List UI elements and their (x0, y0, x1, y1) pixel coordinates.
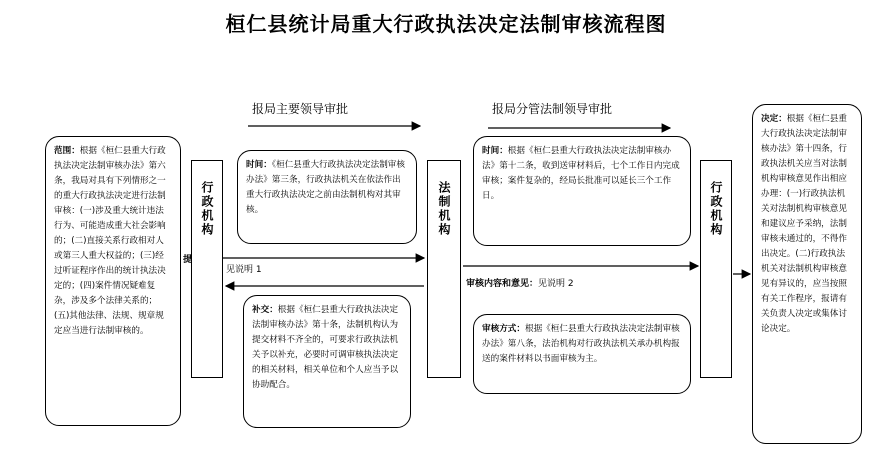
scope-text: 根据《桓仁县重大行政执法决定法制审核办法》第六条，我局对具有下列情形之一的重大行政执法决定进行法制审核：(一)涉及重大统计违法行为、可能造成重大社会影响的；(二)直接关系行政相对人或第三人重大权益的；(三)经过听证程序作出的统计执法决定的；(四)案件情况疑难复杂，涉及多个法律关系的；(五)其他法律、法规、规章规定应当进行法制审核的。 (54, 146, 166, 336)
review-content-note (466, 276, 574, 289)
time-left-text: 《桓仁县重大行政执法决定法制审核办法》第三条，行政执法机关在依法作出重大行政执法决定之前由法制机构对其审核。 (246, 160, 405, 215)
review-method-label: 审核方式： (482, 324, 525, 334)
admin-agency-right-box (700, 160, 732, 378)
note-2: 见说明 2 (538, 279, 574, 289)
time-left-label: 时间： (246, 160, 272, 170)
decision-box (752, 104, 862, 444)
review-method-box (473, 314, 691, 394)
decision-label: 决定： (761, 114, 787, 124)
note-1: 见说明 1 (226, 265, 262, 275)
admin-agency-left-box (191, 160, 223, 378)
time-right-box (473, 136, 691, 246)
decision-text: 根据《桓仁县重大行政执法决定法制审核办法》第十四条，行政执法机关应当对法制机构审核意见作出相应办理：(一)行政执法机关对法制机构审核意见和建议应予采纳，法制审核未通过的，不得作出决定。(二)行政执法机关对法制机构审核意见有异议的，应当按照有关工作程序，报请有关负责人决定或集体讨论决定。 (761, 114, 847, 334)
supplement-label: 补交： (252, 305, 278, 315)
time-right-label: 时间： (482, 146, 508, 156)
admin-agency-left-label: 行政机构 (200, 181, 214, 237)
supplement-box (243, 295, 411, 428)
legal-agency-label: 法制机构 (437, 181, 451, 237)
legal-agency-box (427, 160, 461, 378)
submit-mark: 提 (183, 255, 193, 265)
review-content-label: 审核内容和意见： (466, 279, 539, 289)
scope-label: 范围： (54, 146, 80, 156)
time-left-box (237, 150, 417, 244)
label-legal-leader-approval: 报局分管法制领导审批 (492, 102, 613, 116)
supplement-text: 根据《桓仁县重大行政执法决定法制审核办法》第十条，法制机构认为提交材料不齐全的，可要求行政执法机关予以补充，必要时可调审核执法决定的相关材料，相关单位和个人应当予以协助配合。 (252, 305, 399, 390)
scope-box (45, 136, 181, 426)
time-right-text: 根据《桓仁县重大行政执法决定法制审核办法》第十二条，收到送审材料后，七个工作日内完成审核；案件复杂的，经局长批准可以延长三个工作日。 (482, 146, 680, 201)
label-main-leader-approval: 报局主要领导审批 (252, 102, 349, 116)
admin-agency-right-label: 行政机构 (709, 181, 723, 237)
review-method-text: 根据《桓仁县重大行政执法决定法制审核办法》第八条，法治机构对行政执法机关承办机构报送的案件材料以书面审核为主。 (482, 324, 680, 364)
page-title: 桓仁县统计局重大行政执法决定法制审核流程图 (225, 12, 667, 36)
